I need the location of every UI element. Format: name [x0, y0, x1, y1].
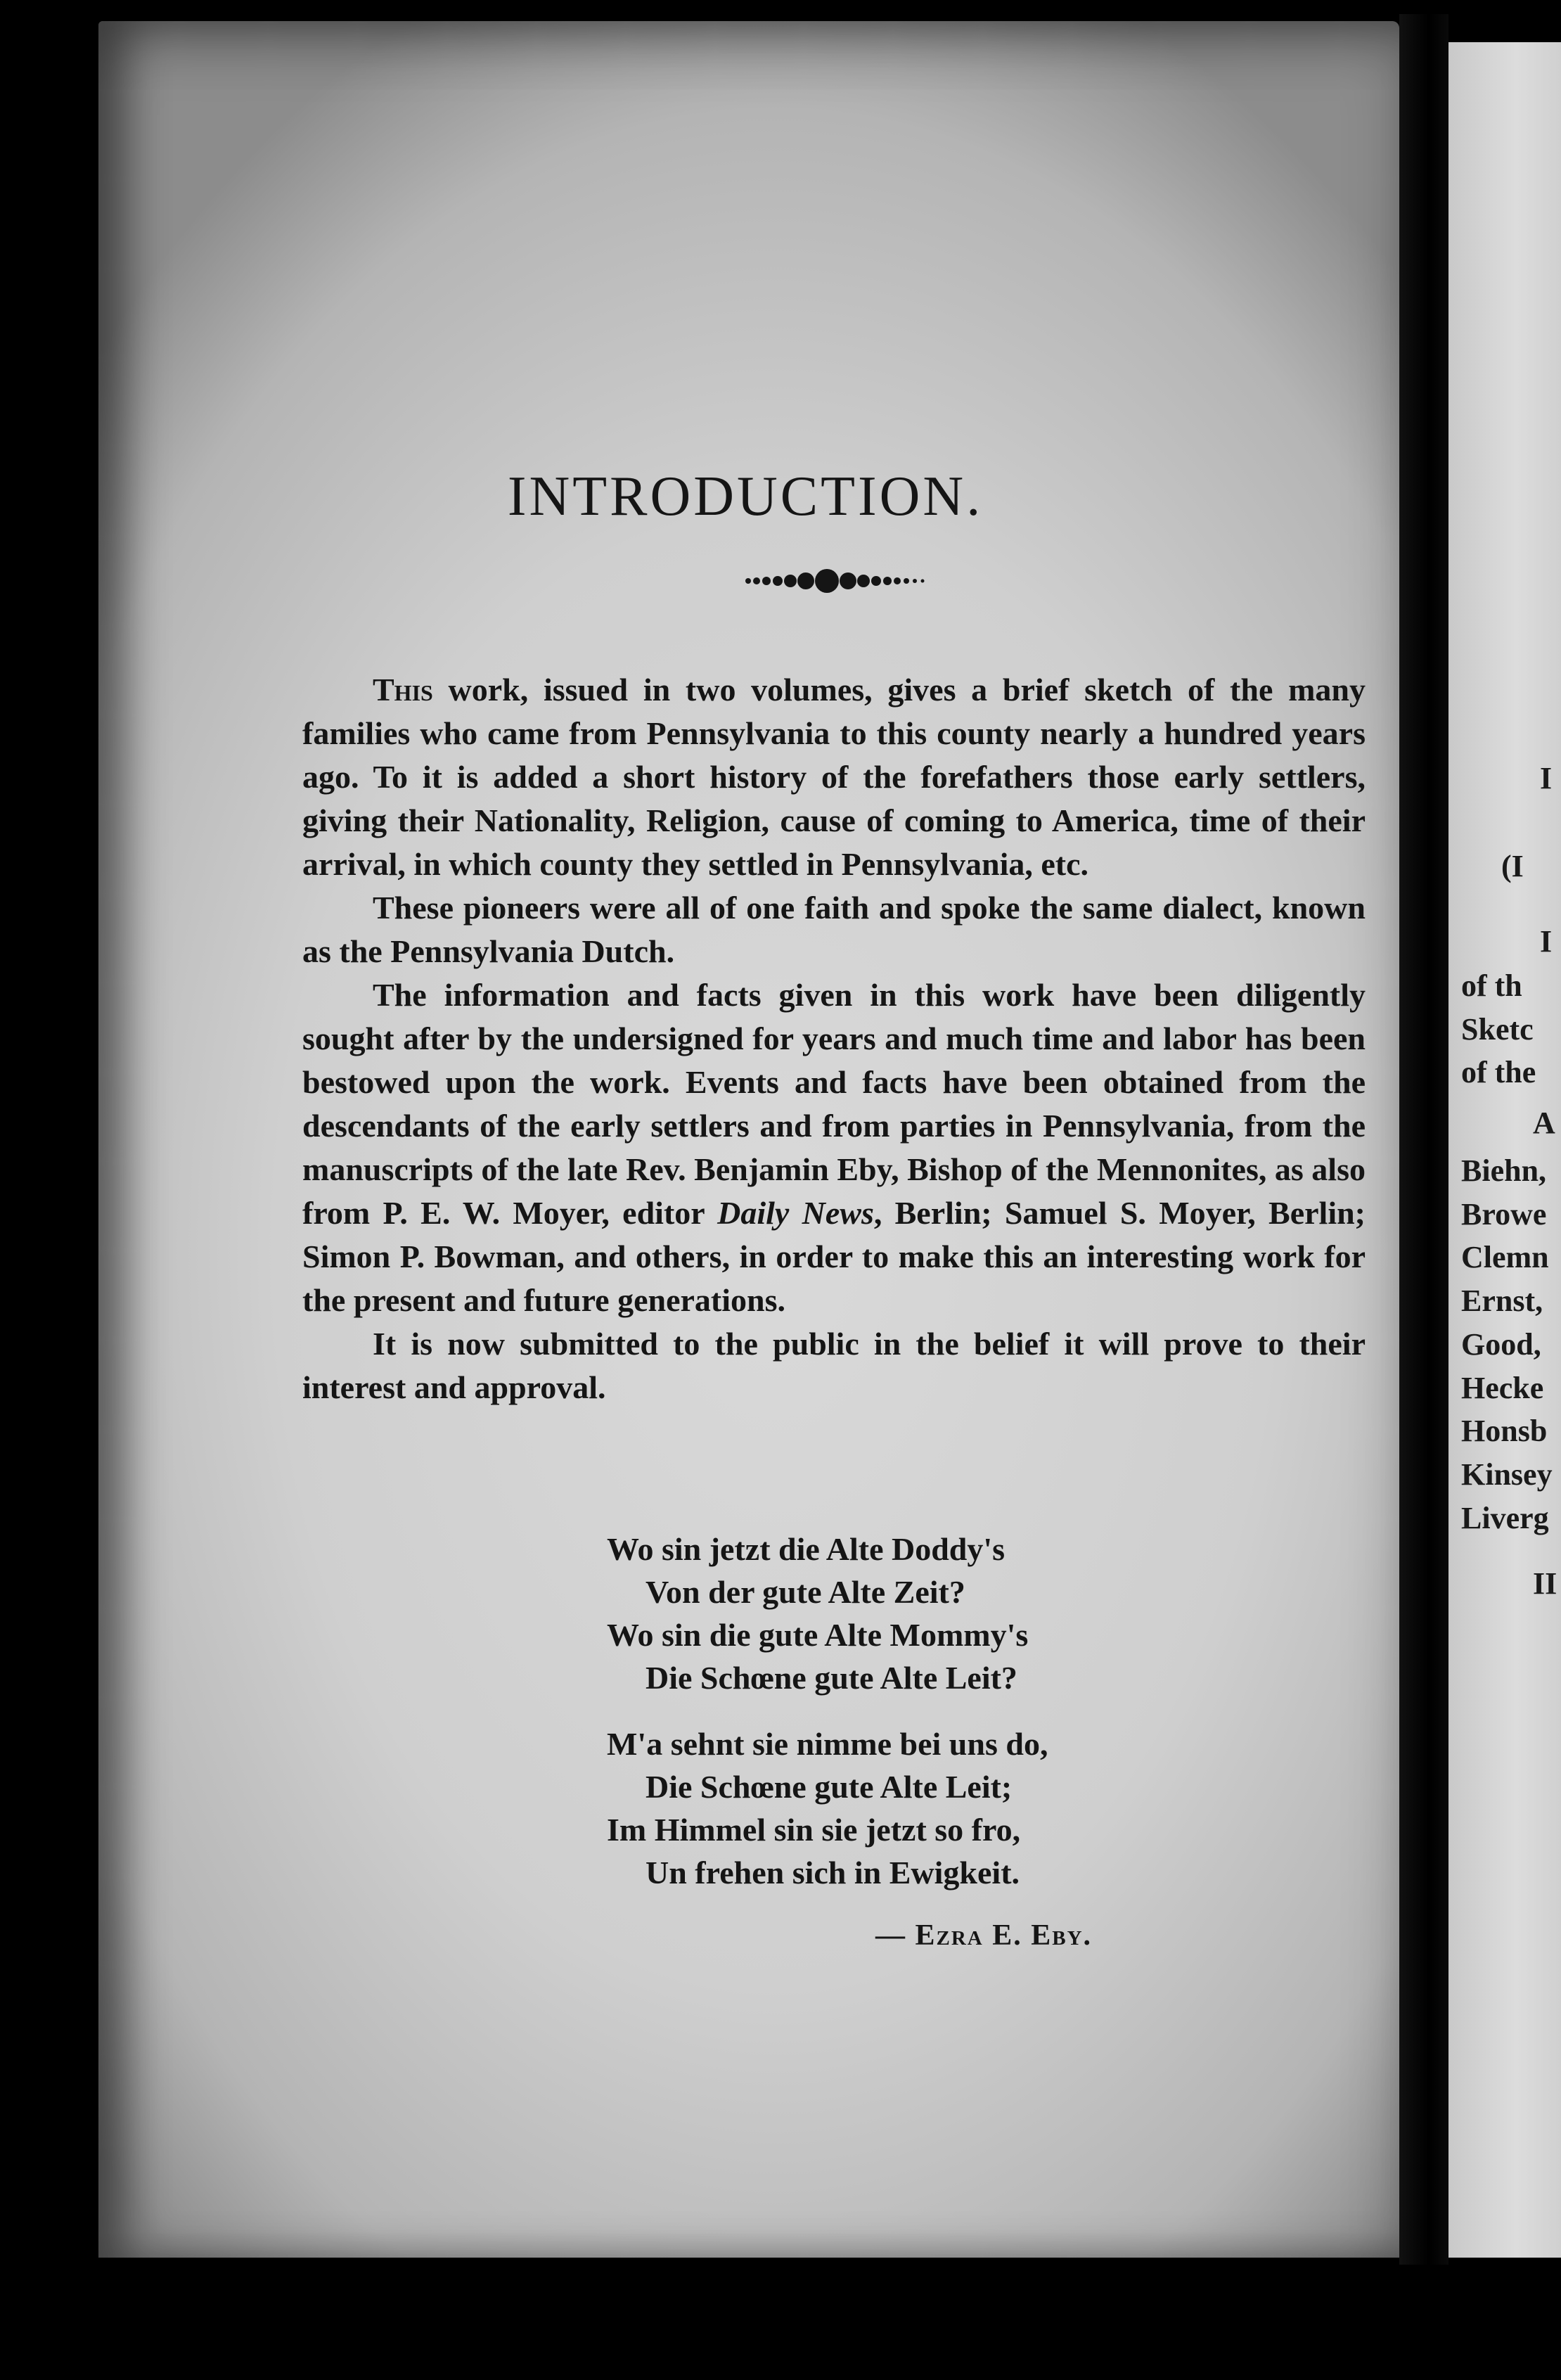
newspaper-name: Daily News	[717, 1195, 874, 1231]
adjacent-line: Ernst,	[1461, 1284, 1543, 1318]
adjacent-line: Sketc	[1461, 1012, 1534, 1047]
ornament-divider	[743, 560, 932, 602]
poem-verse	[607, 1528, 1048, 1699]
adjacent-line: Hecke	[1461, 1371, 1544, 1405]
author-signature: — Ezra E. Eby.	[875, 1919, 1093, 1952]
paragraph	[302, 668, 1366, 886]
adjacent-line: (I	[1501, 849, 1524, 883]
adjacent-line: A	[1533, 1106, 1555, 1140]
paragraph	[302, 973, 1366, 1322]
paragraph	[302, 886, 1366, 973]
poem	[607, 1528, 1048, 1917]
poem-line: Von der gute Alte Zeit?	[645, 1574, 965, 1610]
paragraph-text: The information and facts given in this work have been diligently sought after by the undersigned for years and much time and labor has been bestowed upon the work. Events and facts have been obtained from the descendants of the early settlers and from parties in Pennsylvania, from the manuscripts of the late Rev. Benjamin Eby, Bishop of the Mennonites, as also from P. E. W. Moyer, editor	[302, 977, 1366, 1231]
poem-line: Die Schœne gute Alte Leit?	[645, 1660, 1017, 1696]
paragraph-lead: This	[373, 672, 433, 708]
adjacent-line: II	[1533, 1566, 1557, 1601]
paragraph-text: work, issued in two volumes, gives a brief sketch of the many families who came from Pennsylvania to this county nearly a hundred years ago. To it is added a short history of the forefathers those early settlers, giving their Nationality, Religion, cause of coming to America, time of their arrival, in which county they settled in Pennsylvania, etc.	[302, 672, 1366, 882]
paragraph-text: It is now submitted to the public in the belief it will prove to their interest and approval.	[302, 1326, 1366, 1405]
adjacent-line: Honsb	[1461, 1414, 1548, 1448]
adjacent-line: Biehn,	[1461, 1153, 1547, 1188]
adjacent-line: I	[1540, 761, 1553, 795]
adjacent-line: Clemn	[1461, 1240, 1549, 1274]
adjacent-page	[1448, 42, 1561, 2258]
poem-line: Im Himmel sin sie jetzt so fro,	[607, 1812, 1021, 1848]
paragraph	[302, 1322, 1366, 1409]
introduction-body	[302, 668, 1366, 1409]
poem-line: Die Schœne gute Alte Leit;	[645, 1769, 1013, 1805]
poem-line: M'a sehnt sie nimme bei uns do,	[607, 1726, 1048, 1762]
poem-line: Un frehen sich in Ewigkeit.	[645, 1855, 1020, 1890]
adjacent-line: Liverg	[1461, 1501, 1549, 1535]
poem-line: Wo sin jetzt die Alte Doddy's	[607, 1531, 1006, 1567]
paragraph-text: These pioneers were all of one faith and spoke the same dialect, known as the Pennsylvania Dutch.	[302, 890, 1366, 969]
adjacent-line: I	[1540, 924, 1553, 959]
adjacent-line: of th	[1461, 968, 1522, 1003]
poem-verse	[607, 1722, 1048, 1894]
adjacent-line: Good,	[1461, 1327, 1541, 1362]
poem-line: Wo sin die gute Alte Mommy's	[607, 1617, 1029, 1653]
adjacent-line: Browe	[1461, 1197, 1547, 1231]
adjacent-line: Kinsey	[1461, 1457, 1553, 1492]
page-title: INTRODUCTION.	[507, 465, 984, 527]
adjacent-line: of the	[1461, 1055, 1536, 1089]
page-gutter	[1399, 14, 1448, 2265]
paragraph-text: , Berlin; Samuel S. Moyer, Berlin; Simon P. Bowman, and others, in order to make this an interesting work for the present and future generations.	[302, 1195, 1366, 1318]
